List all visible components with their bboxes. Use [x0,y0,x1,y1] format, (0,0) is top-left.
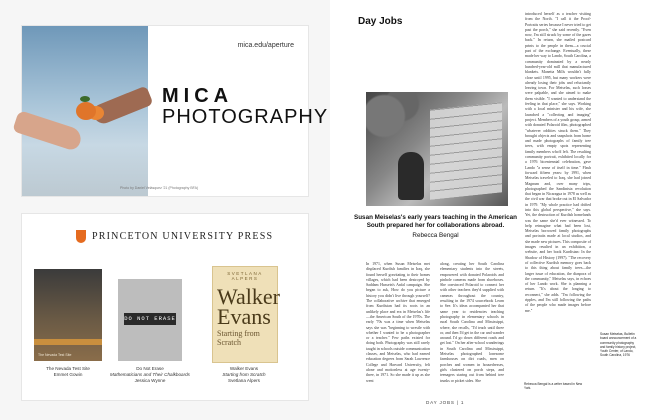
book-title: Walker Evans [229,366,259,371]
cover-author: SVETLANA ALPERS [227,271,263,281]
pull-quote-text: Susan Meiselas's early years teaching in the American South prepared her for collaborations abroad. [354,214,517,229]
right-page [330,0,646,420]
book-author: Emmet Gowin [53,372,83,377]
photo-tree [366,92,426,152]
leaf [80,96,90,102]
page-footer: DAY JOBS | 1 [426,400,465,405]
author-bio: Rebecca Bengal is a writer based in New York. [524,382,583,391]
cover-title: DO NOT ERASE [124,313,176,325]
book-caption [28,366,108,378]
mica-word: MICA [162,85,234,107]
book-title: Do Not Erase [136,366,164,371]
book-author: Jessica Wynne [134,378,166,383]
book-cover-do-not-erase[interactable] [118,279,182,361]
book-subtitle: Starting from Scratch [222,372,266,377]
publisher-name: PRINCETON UNIVERSITY PRESS [92,231,274,242]
pull-quote [348,214,523,240]
ad-photo [22,26,148,196]
publisher-header [76,230,273,243]
book-cover-nevada[interactable] [34,269,102,361]
body-column-1: In 1971, when Susan Meiselas met displaced Kurdish families in Iraq, she found herself gravitating to their homes villages, which had been destroyed by Saddam Hussein's Anfal campaign. She began to ask, How do you picture a history you didn't live through yourself? The collaborative archive that emerged from Kurdistan had its roots in an unlikely place and era in Meiselas's life—the American South of the 1970s. The early '70s was a time when Meiselas says she was "beginning to wrestle with whether I wanted to be a photographer or a teacher." Few paths existed for doing both. Photography was still rarely taught in schools outside communication classes, and Meiselas, who had earned education degrees from Sarah Lawrence College and Harvard University, felt alone and motionless at age twenty-three, in 1971. So she made it up as she went [366,262,430,383]
cover-subtitle: Starting from Scratch [217,329,260,347]
orange-fruit [76,102,96,120]
mica-ad[interactable] [22,26,329,196]
mica-logo [162,86,328,128]
article-photo [366,92,508,206]
cover-title: Walker Evans [217,284,280,329]
cover-strip [34,339,102,345]
book-cover-walker-evans[interactable] [212,266,278,363]
book-caption [204,366,284,384]
photo-caption: Susan Meiselas, Bulletin board announcement of a community photography and family history project, Youth Center, of Lando, South Carolina, 1976 [600,332,637,358]
cover-title: The Nevada Test Site [38,353,72,357]
book-author: Svetlana Alpers [228,378,260,383]
shield-icon [76,230,86,243]
book-caption [110,366,190,384]
hand-right [90,85,153,126]
photo-bulletin-board [430,102,502,200]
princeton-ad[interactable] [22,214,308,400]
photography-word: PHOTOGRAPHY [162,106,329,128]
book-subtitle: Mathematicians and Their Chalkboards [110,372,190,377]
hand-left [12,110,83,152]
section-title: Day Jobs [358,16,403,27]
mica-url[interactable]: mica.edu/aperture [237,42,294,49]
body-column-3: introduced herself as a teacher visiting from the North. "I call it the Proof-Portraits series because I never tried to get past the porch," she said recently. "Even now, I'm still struck by some of the gazes back." In return, she mailed postcard prints to the people in them—a crucial part of the exchange. Eventually, these made her way to Lando, South Carolina, a community dominated by a nearly hundred-year-old mill that manufactured blankets. Manetta Mills wouldn't fully close until 1995, but many workers were already losing their jobs and reluctantly leaving town. For Meiselas, such losses were palpable, and she aimed to make them visible. "I wanted to understand the feeling in that place," she says. Working with a local minister and his wife, she launched a "collecting and imaging" project. Members of a youth group, armed with donated Polaroid film, photographed "whatever oddities struck them." They brought objects and snapshots from home and made photographs of family tree trees, with empty spots representing family members who'd left. The resulting community portrait, exhibited locally for a 1976 bicentennial celebration, gave Lando "a sense of itself in time." Flash forward fifteen years: by 1991, when Meiselas traveled to Iraq, she had joined Magnum and, over many trips, photographed the Sandinista revolution that began in Nicaragua in 1978 as well as the civil war that broke out in El Salvador in 1979. "My whole practice had drifted into this global perspective," she says. Yet, the destruction of Kurdish homelands was the same she'd ever witnessed. To help reimagine what had been lost, Meiselas borrowed family photographs and portraits made at local studios, and she made new pictures. This composite of images resulted in an exhibition, a website, and her book Kurdistan: In the Shadow of History (1997). "The recovery of collective Kurdish memory goes back to this thing about family trees—the larger issue of education, the diaspora of the community," Meiselas says, in echoes of her Lando work. She is planning a return. "It's about the longing to reconnect," she adds. "I'm following the ripples, and I'm still following the paths of the people who made images before me." [525,12,592,313]
byline: Rebecca Bengal [412,232,459,239]
photo-credit: Photo by Daniel Velásquez '21 (Photography BFA) [120,186,199,190]
body-column-2: along, creating her South Carolina elementary students into the streets, empowered with donated Polaroids and pinhole cameras made from shoeboxes. She convinced Polaroid to connect her with other teachers they'd supplied with cameras throughout the country, resulting in the 1974 sourcebook Learn to See. It's ideas accompanied her that same year to residencies teaching photography in elementary schools in rural South Carolina and Mississippi, where, she recalls, "I'd teach until three or, and then I'd get in the car and wander around. I'd go down different roads and get lost." On her after-school wanderings in South Carolina and Mississippi, Meiselas photographed lonesome farmhouses on dirt roads, men on porches and women in housedresses, girls clustered on porch steps, and teenagers staring out from behind tree trunks or picket sides. She [440,262,504,383]
photo-figure [398,152,424,200]
book-title: The Nevada Test Site [46,366,90,371]
